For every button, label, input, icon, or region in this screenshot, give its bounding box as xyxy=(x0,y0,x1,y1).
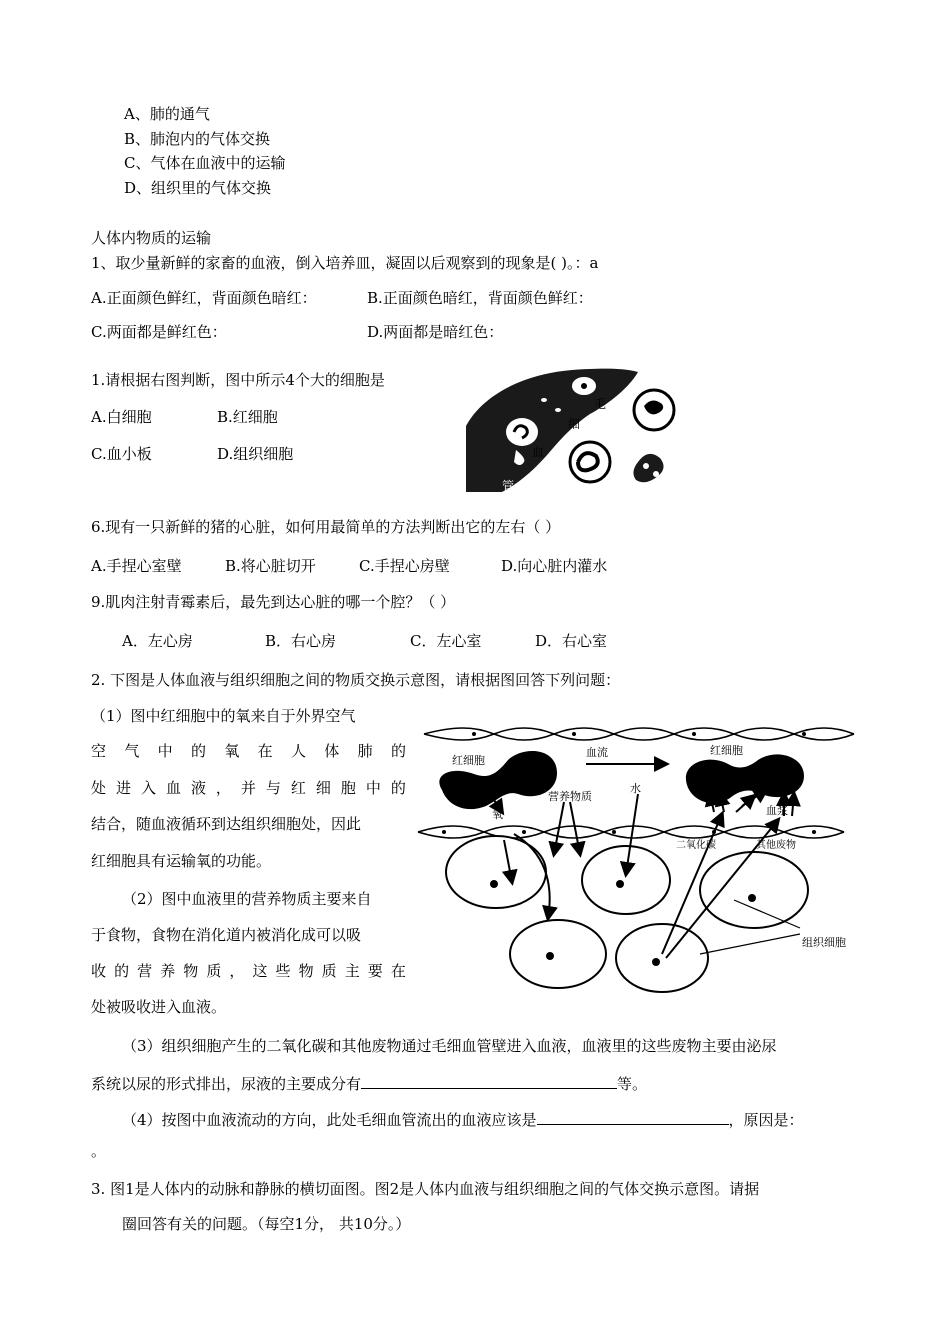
q3-line1: 3. 图1是人体内的动脉和静脉的横切面图。图2是人体内血液与组织细胞之间的气体交换示意图。请据 xyxy=(91,1180,760,1198)
label-flow: 血流 xyxy=(586,746,608,759)
q9-option-c: C．左心室 xyxy=(410,632,482,650)
q9-stem: 9.肌肉注射青霉素后，最先到达心脏的哪一个腔？（ ） xyxy=(91,593,456,611)
q1-option-b: B.正面颜色暗红，背面颜色鲜红： xyxy=(367,289,593,307)
label-mao: 毛 xyxy=(594,397,607,411)
exchange-figure xyxy=(414,722,862,1004)
rbc-right xyxy=(686,754,804,803)
q1-option-a: A.正面颜色鲜红，背面颜色暗红： xyxy=(91,289,317,307)
q2-p1-line3: 处 进 入 血 液 ， 并 与 红 细 胞 中 的 xyxy=(91,779,406,797)
label-nutrient: 营养物质 xyxy=(548,790,592,803)
label-xi: 细 xyxy=(568,417,581,431)
label-rbc-right: 红细胞 xyxy=(710,744,743,757)
q2-p2-line1: （2）图中血液里的营养物质主要来自 xyxy=(122,890,372,908)
q9-option-a: A．左心房 xyxy=(122,632,193,650)
q1b-option-b: B.红细胞 xyxy=(217,408,278,426)
q2-p1-line4: 结合，随血液循环到达组织细胞处，因此 xyxy=(91,815,362,833)
q1-option-c: C.两面都是鲜红色： xyxy=(91,323,227,341)
q2-p2-line2: 于食物，食物在消化道内被消化成可以吸 xyxy=(91,926,362,944)
capillary-wall-top xyxy=(424,728,854,740)
q6-stem: 6.现有一只新鲜的猪的心脏，如何用最简单的方法判断出它的左右（ ） xyxy=(91,518,561,536)
q9-option-d: D．右心室 xyxy=(535,632,608,650)
q1b-option-c: C.血小板 xyxy=(91,445,152,463)
q0-option-d: D、组织里的气体交换 xyxy=(124,179,272,197)
label-oxygen: 氧 xyxy=(492,808,503,821)
q2-stem: 2. 下图是人体血液与组织细胞之间的物质交换示意图，请根据图回答下列问题： xyxy=(91,671,621,689)
q3-line2: 圈回答有关的问题。（每空1分， 共10分。） xyxy=(122,1215,411,1233)
answer-blank-blood-type[interactable] xyxy=(537,1108,729,1125)
q6-option-b: B.将心脏切开 xyxy=(225,557,316,575)
q1-option-d: D.两面都是暗红色： xyxy=(367,323,504,341)
label-co2: 二氧化碳 xyxy=(676,840,716,851)
q1b-stem: 1.请根据右图判断，图中所示4个大的细胞是 xyxy=(91,371,385,389)
label-guan: 管 xyxy=(502,479,515,493)
q2-p1-line1: （1）图中红细胞中的氧来自于外界空气 xyxy=(91,707,356,725)
label-plasma: 血浆 xyxy=(766,804,788,817)
answer-blank-urine[interactable] xyxy=(361,1072,617,1089)
label-xue: 血 xyxy=(532,445,545,459)
q9-option-b: B．右心房 xyxy=(265,632,337,650)
label-waste: 其他废物 xyxy=(756,840,796,851)
q6-option-c: C.手捏心房壁 xyxy=(359,557,450,575)
section-title: 人体内物质的运输 xyxy=(91,229,212,247)
q2-p4-line2: 。 xyxy=(91,1142,107,1160)
q1b-option-d: D.组织细胞 xyxy=(217,445,294,463)
label-tissue: 组织细胞 xyxy=(802,936,846,949)
q2-p3-line1: （3）组织细胞产生的二氧化碳和其他废物通过毛细血管壁进入血液，血液里的这些废物主要由泌尿 xyxy=(122,1037,777,1055)
q0-option-c: C、气体在血液中的运输 xyxy=(124,154,286,172)
q6-option-d: D.向心脏内灌水 xyxy=(501,557,608,575)
q6-option-a: A.手捏心室壁 xyxy=(91,557,182,575)
q2-p2-line3: 收 的 营 养 物 质 ， 这 些 物 质 主 要 在 xyxy=(91,962,406,980)
q2-p2-line4: 处被吸收进入血液。 xyxy=(91,998,227,1016)
label-water: 水 xyxy=(630,782,641,795)
q2-p1-line5: 红细胞具有运输氧的功能。 xyxy=(91,852,272,870)
q0-option-b: B、肺泡内的气体交换 xyxy=(124,130,271,148)
q0-option-a: A、肺的通气 xyxy=(124,105,210,123)
capillary-cells-figure xyxy=(462,366,694,494)
q2-p4-line1: （4）按图中血液流动的方向，此处毛细血管流出的血液应该是 ，原因是： xyxy=(122,1108,804,1130)
label-rbc-left: 红细胞 xyxy=(452,754,485,767)
q2-p1-line2: 空 气 中 的 氧 在 人 体 肺 的 xyxy=(91,742,406,760)
q2-p3-line2: 系统以尿的形式排出，尿液的主要成分有 等。 xyxy=(91,1072,647,1094)
q1-stem: 1、取少量新鲜的家畜的血液，倒入培养皿，凝固以后观察到的现象是( )。：a xyxy=(91,254,599,272)
q1b-option-a: A.白细胞 xyxy=(91,408,152,426)
